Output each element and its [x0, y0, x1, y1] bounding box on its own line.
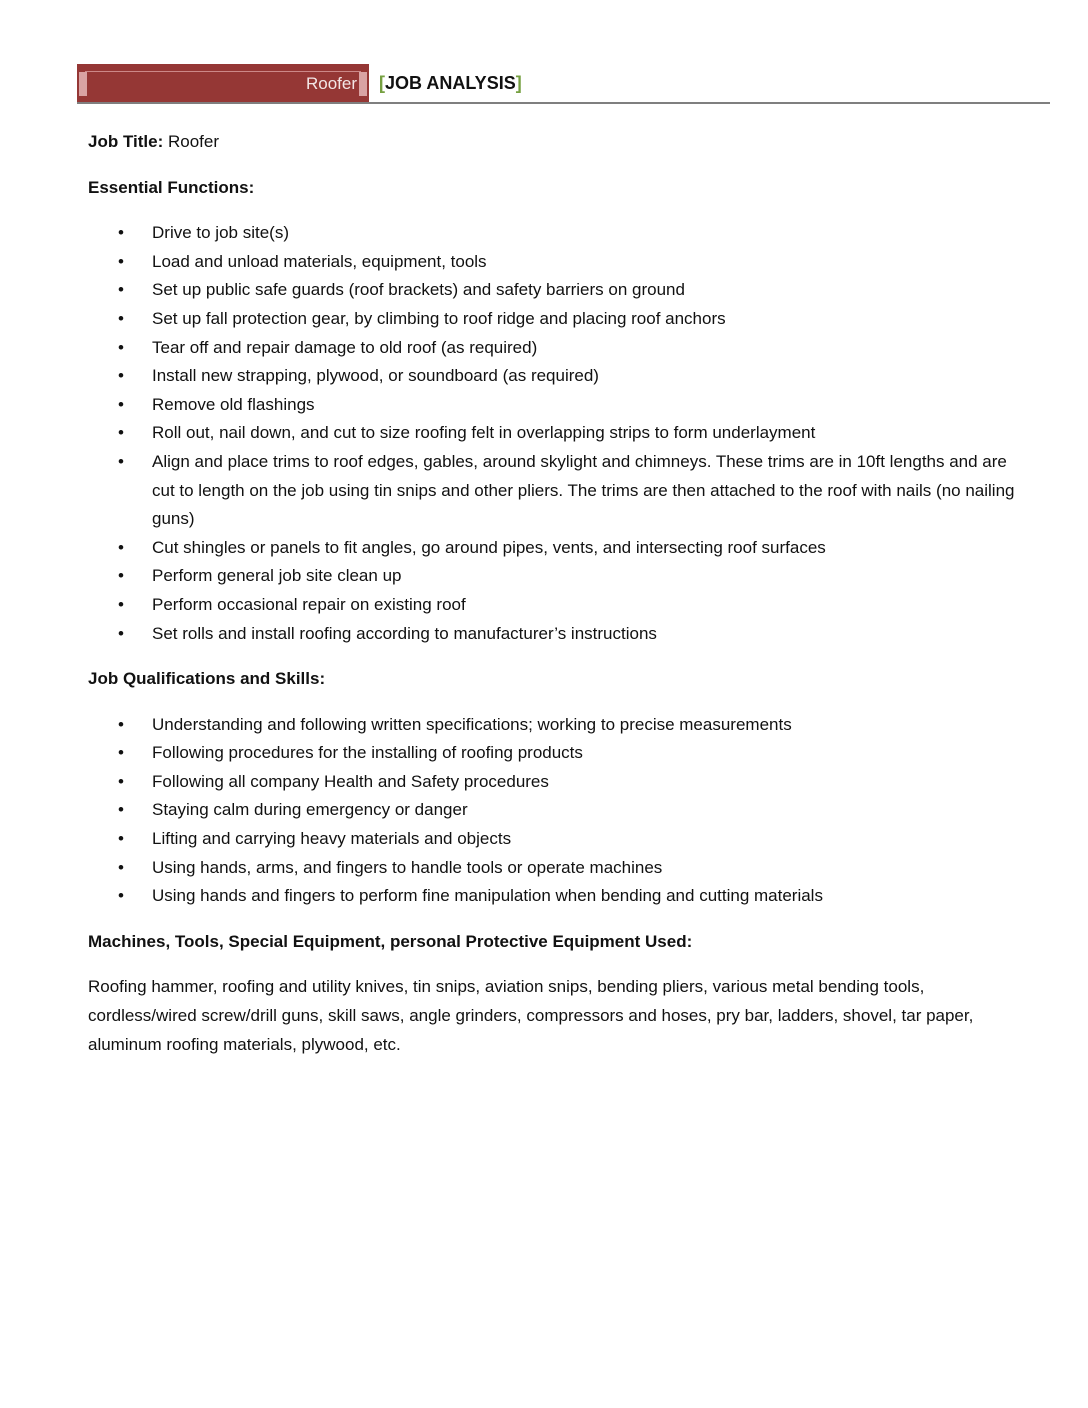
list-item [88, 591, 1033, 620]
bracket-open: [ [379, 73, 385, 93]
list-item-text: Load and unload materials, equipment, tools [152, 251, 487, 271]
list-item-text: Install new strapping, plywood, or soundboard (as required) [152, 366, 599, 386]
bullet-icon: • [118, 280, 124, 300]
job-title-line [88, 128, 1033, 157]
list-item-text: Align and place trims to roof edges, gables, around skylight and chimneys. These trims are in 10ft lengths and are cut to length on the job using tin snips and other pliers. The trims are then attached to the roof with nails (no nailing guns) [152, 451, 1015, 529]
list-item-text: Set up public safe guards (roof brackets) and safety barriers on ground [152, 280, 685, 300]
list-item [88, 739, 1033, 768]
bullet-icon: • [118, 800, 124, 820]
qualifications-heading: Job Qualifications and Skills: [88, 669, 326, 689]
list-item [88, 419, 1033, 448]
list-item-text: Tear off and repair damage to old roof (as required) [152, 337, 538, 357]
essential-functions-list [88, 219, 1033, 648]
list-item-text: Understanding and following written specifications; working to precise measurements [152, 714, 792, 734]
bullet-icon: • [118, 366, 124, 386]
list-item [88, 854, 1033, 883]
list-item-text: Using hands and fingers to perform fine manipulation when bending and cutting materials [152, 886, 823, 906]
document-body [88, 128, 1033, 1076]
qualifications-list [88, 711, 1033, 911]
bullet-icon: • [118, 771, 124, 791]
list-item-text: Staying calm during emergency or danger [152, 800, 468, 820]
bullet-icon: • [118, 308, 124, 328]
list-item-text: Perform general job site clean up [152, 566, 402, 586]
header-job-name: Roofer [305, 74, 357, 93]
list-item [88, 391, 1033, 420]
list-item [88, 882, 1033, 911]
bullet-icon: • [118, 714, 124, 734]
bullet-icon: • [118, 451, 124, 471]
bullet-icon: • [118, 566, 124, 586]
header-bar-right-tab [359, 72, 367, 96]
header-bar [77, 64, 369, 103]
list-item [88, 534, 1033, 563]
bullet-icon: • [118, 857, 124, 877]
equipment-text: Roofing hammer, roofing and utility knives, tin snips, aviation snips, bending pliers, various metal bending tools, cordless/wired screw/drill guns, skill saws, angle grinders, compressors and hoses, pry bar, ladders, shovel, tar paper, aluminum roofing materials, plywood, etc. [88, 977, 974, 1054]
bullet-icon: • [118, 623, 124, 643]
bullet-icon: • [118, 337, 124, 357]
list-item [88, 276, 1033, 305]
bullet-icon: • [118, 886, 124, 906]
list-item [88, 248, 1033, 277]
job-title-label: Job Title: [88, 132, 164, 151]
header-bar-left-tab [79, 72, 87, 96]
list-item [88, 448, 1033, 534]
list-item-text: Drive to job site(s) [152, 223, 289, 243]
list-item [88, 362, 1033, 391]
list-item [88, 711, 1033, 740]
list-item-text: Roll out, nail down, and cut to size roofing felt in overlapping strips to form underlayment [152, 423, 816, 443]
list-item [88, 768, 1033, 797]
header-divider [77, 102, 1050, 104]
list-item [88, 825, 1033, 854]
list-item [88, 219, 1033, 248]
essential-functions-heading: Essential Functions: [88, 177, 255, 197]
bullet-icon: • [118, 394, 124, 414]
list-item [88, 305, 1033, 334]
list-item-text: Set up fall protection gear, by climbing to roof ridge and placing roof anchors [152, 308, 726, 328]
bracket-close: ] [515, 73, 522, 93]
bullet-icon: • [118, 223, 124, 243]
bullet-icon: • [118, 423, 124, 443]
bullet-icon: • [118, 251, 124, 271]
header-title-text: JOB ANALYSIS [385, 73, 516, 93]
list-item-text: Remove old flashings [152, 394, 315, 414]
list-item [88, 796, 1033, 825]
list-item-text: Following procedures for the installing of roofing products [152, 743, 583, 763]
list-item-text: Perform occasional repair on existing roof [152, 594, 466, 614]
list-item-text: Lifting and carrying heavy materials and objects [152, 829, 512, 849]
list-item-text: Following all company Health and Safety procedures [152, 771, 549, 791]
list-item [88, 620, 1033, 649]
header-title [379, 73, 522, 94]
bullet-icon: • [118, 537, 124, 557]
list-item-text: Set rolls and install roofing according to manufacturer’s instructions [152, 623, 657, 643]
bullet-icon: • [118, 829, 124, 849]
job-title-value: Roofer [167, 132, 220, 151]
bullet-icon: • [118, 743, 124, 763]
list-item-text: Cut shingles or panels to fit angles, go around pipes, vents, and intersecting roof surfaces [152, 537, 826, 557]
list-item [88, 334, 1033, 363]
list-item-text: Using hands, arms, and fingers to handle tools or operate machines [152, 857, 663, 877]
equipment-heading: Machines, Tools, Special Equipment, personal Protective Equipment Used: [88, 931, 693, 951]
bullet-icon: • [118, 594, 124, 614]
list-item [88, 562, 1033, 591]
